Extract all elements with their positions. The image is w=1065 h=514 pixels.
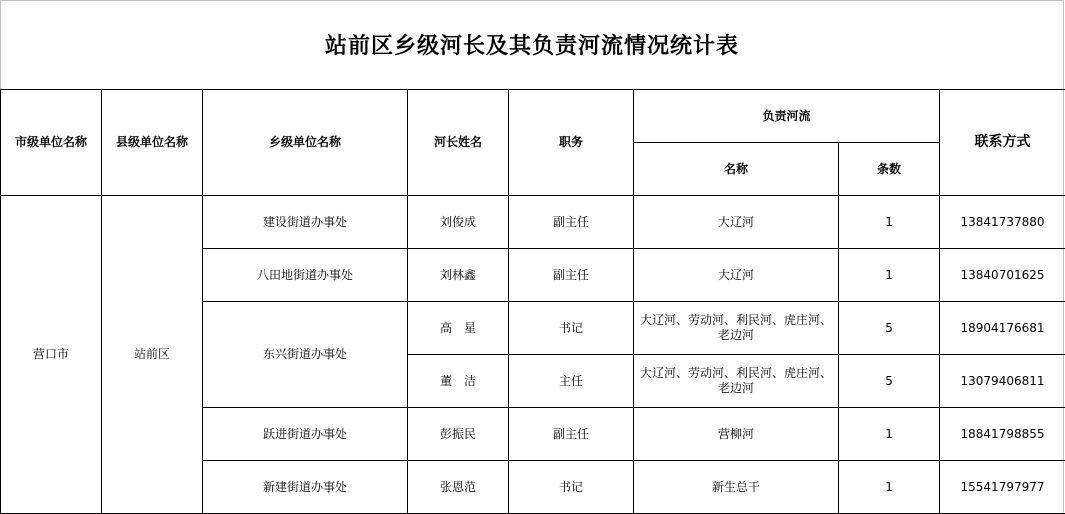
- river-count-cell: 5: [839, 355, 940, 408]
- position-cell: 副主任: [509, 408, 634, 461]
- river-name-cell: [634, 302, 839, 355]
- river-count-cell: 1: [839, 196, 940, 249]
- phone-cell: 13079406811: [940, 355, 1065, 408]
- table-title: 站前区乡级河长及其负责河流情况统计表: [324, 33, 739, 59]
- phone-cell: 18904176681: [940, 302, 1065, 355]
- river-name-cell: 新生总干: [634, 461, 839, 514]
- river-name-cell: 大辽河: [634, 196, 839, 249]
- river-name-text: 大辽河、劳动河、利民河、虎庄河、老边河: [639, 313, 832, 342]
- position-cell: 副主任: [509, 196, 634, 249]
- river-name-cell: 营柳河: [634, 408, 839, 461]
- header-town-unit: 乡级单位名称: [203, 90, 408, 196]
- header-contact: 联系方式: [940, 90, 1065, 196]
- header-chief-name: 河长姓名: [408, 90, 509, 196]
- header-county-unit: 县级单位名称: [102, 90, 203, 196]
- river-count-cell: 1: [839, 408, 940, 461]
- county-cell: 站前区: [102, 196, 203, 514]
- chief-name-cell: 高 星: [408, 302, 509, 355]
- header-city-unit: 市级单位名称: [1, 90, 102, 196]
- position-cell: 书记: [509, 302, 634, 355]
- header-river-name: 名称: [634, 143, 839, 196]
- river-chief-table: [0, 89, 1065, 514]
- header-rivers-group: 负责河流: [634, 90, 940, 143]
- unit-cell: 东兴街道办事处: [203, 302, 408, 408]
- unit-cell: 新建街道办事处: [203, 461, 408, 514]
- chief-name-cell: 彭振民: [408, 408, 509, 461]
- position-cell: 副主任: [509, 249, 634, 302]
- unit-cell: 建设街道办事处: [203, 196, 408, 249]
- table-row: [1, 196, 1065, 249]
- position-cell: 书记: [509, 461, 634, 514]
- phone-cell: 18841798855: [940, 408, 1065, 461]
- river-name-cell: 大辽河: [634, 249, 839, 302]
- city-cell: 营口市: [1, 196, 102, 514]
- phone-cell: 13841737880: [940, 196, 1065, 249]
- river-count-cell: 1: [839, 461, 940, 514]
- unit-cell: 跃进街道办事处: [203, 408, 408, 461]
- position-cell: 主任: [509, 355, 634, 408]
- phone-cell: 15541797977: [940, 461, 1065, 514]
- river-name-text: 大辽河、劳动河、利民河、虎庄河、老边河: [639, 366, 832, 395]
- header-position: 职务: [509, 90, 634, 196]
- unit-cell: 八田地街道办事处: [203, 249, 408, 302]
- phone-cell: 13840701625: [940, 249, 1065, 302]
- header-river-count: 条数: [839, 143, 940, 196]
- chief-name-cell: 刘俊成: [408, 196, 509, 249]
- river-count-cell: 1: [839, 249, 940, 302]
- chief-name-cell: 刘林鑫: [408, 249, 509, 302]
- river-name-cell: [634, 355, 839, 408]
- chief-name-cell: 张恩范: [408, 461, 509, 514]
- river-count-cell: 5: [839, 302, 940, 355]
- chief-name-cell: 董 洁: [408, 355, 509, 408]
